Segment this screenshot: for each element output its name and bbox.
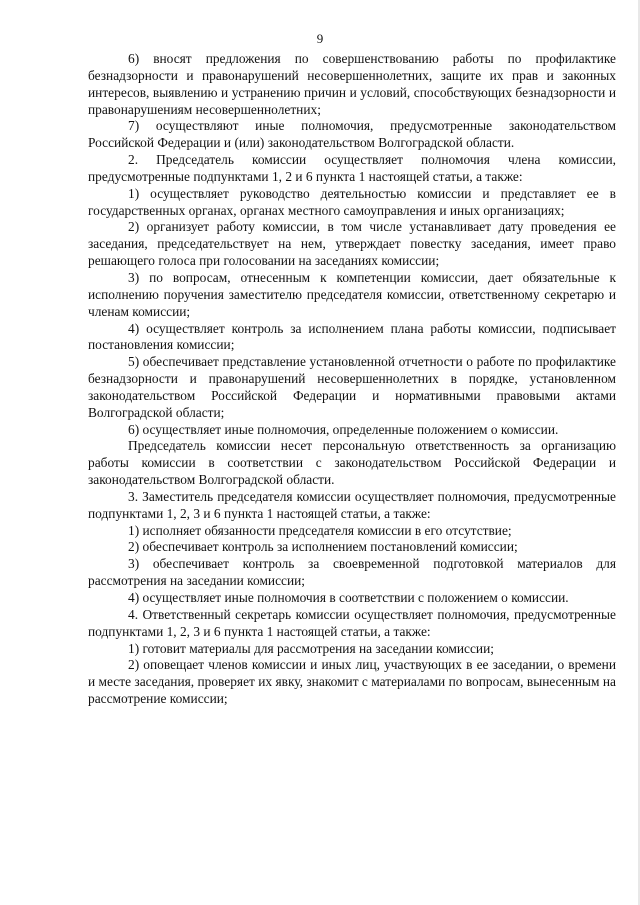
paragraph: 2) оповещает членов комиссии и иных лиц, участвующих в ее заседании, о времени и месте заседания, проверяет их явку, знакомит с материалами по вопросам, вынесенным на рассмотрение комиссии; — [88, 657, 616, 707]
paragraph: 3) обеспечивает контроль за своевременной подготовкой материалов для рассмотрения на заседании комиссии; — [88, 556, 616, 589]
paragraph: 3) по вопросам, отнесенным к компетенции комиссии, дает обязательные к исполнению поручения заместителю председателя комиссии, ответственному секретарю и членам комиссии; — [88, 269, 616, 319]
paragraph: 7) осуществляют иные полномочия, предусмотренные законодательством Российской Федерации и (или) законодательством Волгоградской области. — [88, 118, 616, 151]
paragraph: 4) осуществляет контроль за исполнением плана работы комиссии, подписывает постановления комиссии; — [88, 320, 616, 353]
paragraph: 2) организует работу комиссии, в том числе устанавливает дату проведения ее заседания, председательствует на нем, утверждает повестку заседания, имеет право решающего голоса при голосовании на заседаниях комиссии; — [88, 219, 616, 269]
paragraph: Председатель комиссии несет персональную ответственность за организацию работы комиссии в соответствии с законодательством Российской Федерации и законодательством Волгоградской области. — [88, 438, 616, 488]
paragraph: 4. Ответственный секретарь комиссии осуществляет полномочия, предусмотренные подпунктами 1, 2, 3 и 6 пункта 1 настоящей статьи, а также: — [88, 606, 616, 639]
paragraph: 6) вносят предложения по совершенствованию работы по профилактике безнадзорности и правонарушений несовершеннолетних, защите их прав и законных интересов, выявлению и устранению причин и условий, способствующих безнадзорности и правонарушениям несовершеннолетних; — [88, 51, 616, 117]
paragraph: 5) обеспечивает представление установленной отчетности о работе по профилактике безнадзорности и правонарушений несовершеннолетних в порядке, установленном законодательством Российской Федерации и нормативными правовыми актами Волгоградской области; — [88, 354, 616, 420]
document-body — [88, 51, 616, 708]
paragraph: 6) осуществляет иные полномочия, определенные положением о комиссии. — [128, 421, 559, 437]
paragraph: 3. Заместитель председателя комиссии осуществляет полномочия, предусмотренные подпунктами 1, 2, 3 и 6 пункта 1 настоящей статьи, а также: — [88, 488, 616, 521]
paragraph: 2) обеспечивает контроль за исполнением постановлений комиссии; — [128, 539, 518, 555]
paragraph: 2. Председатель комиссии осуществляет полномочия члена комиссии, предусмотренные подпунктами 1, 2 и 6 пункта 1 настоящей статьи, а также: — [88, 152, 616, 184]
paragraph: 1) осуществляет руководство деятельностью комиссии и представляет ее в государственных органах, органах местного самоуправления и иных организациях; — [88, 185, 616, 218]
paragraph: 1) готовит материалы для рассмотрения на заседании комиссии; — [128, 640, 494, 656]
paragraph: 4) осуществляет иные полномочия в соответствии с положением о комиссии. — [128, 590, 569, 605]
paragraph: 1) исполняет обязанности председателя комиссии в его отсутствие; — [128, 522, 512, 538]
page-number: 9 — [316, 31, 324, 46]
